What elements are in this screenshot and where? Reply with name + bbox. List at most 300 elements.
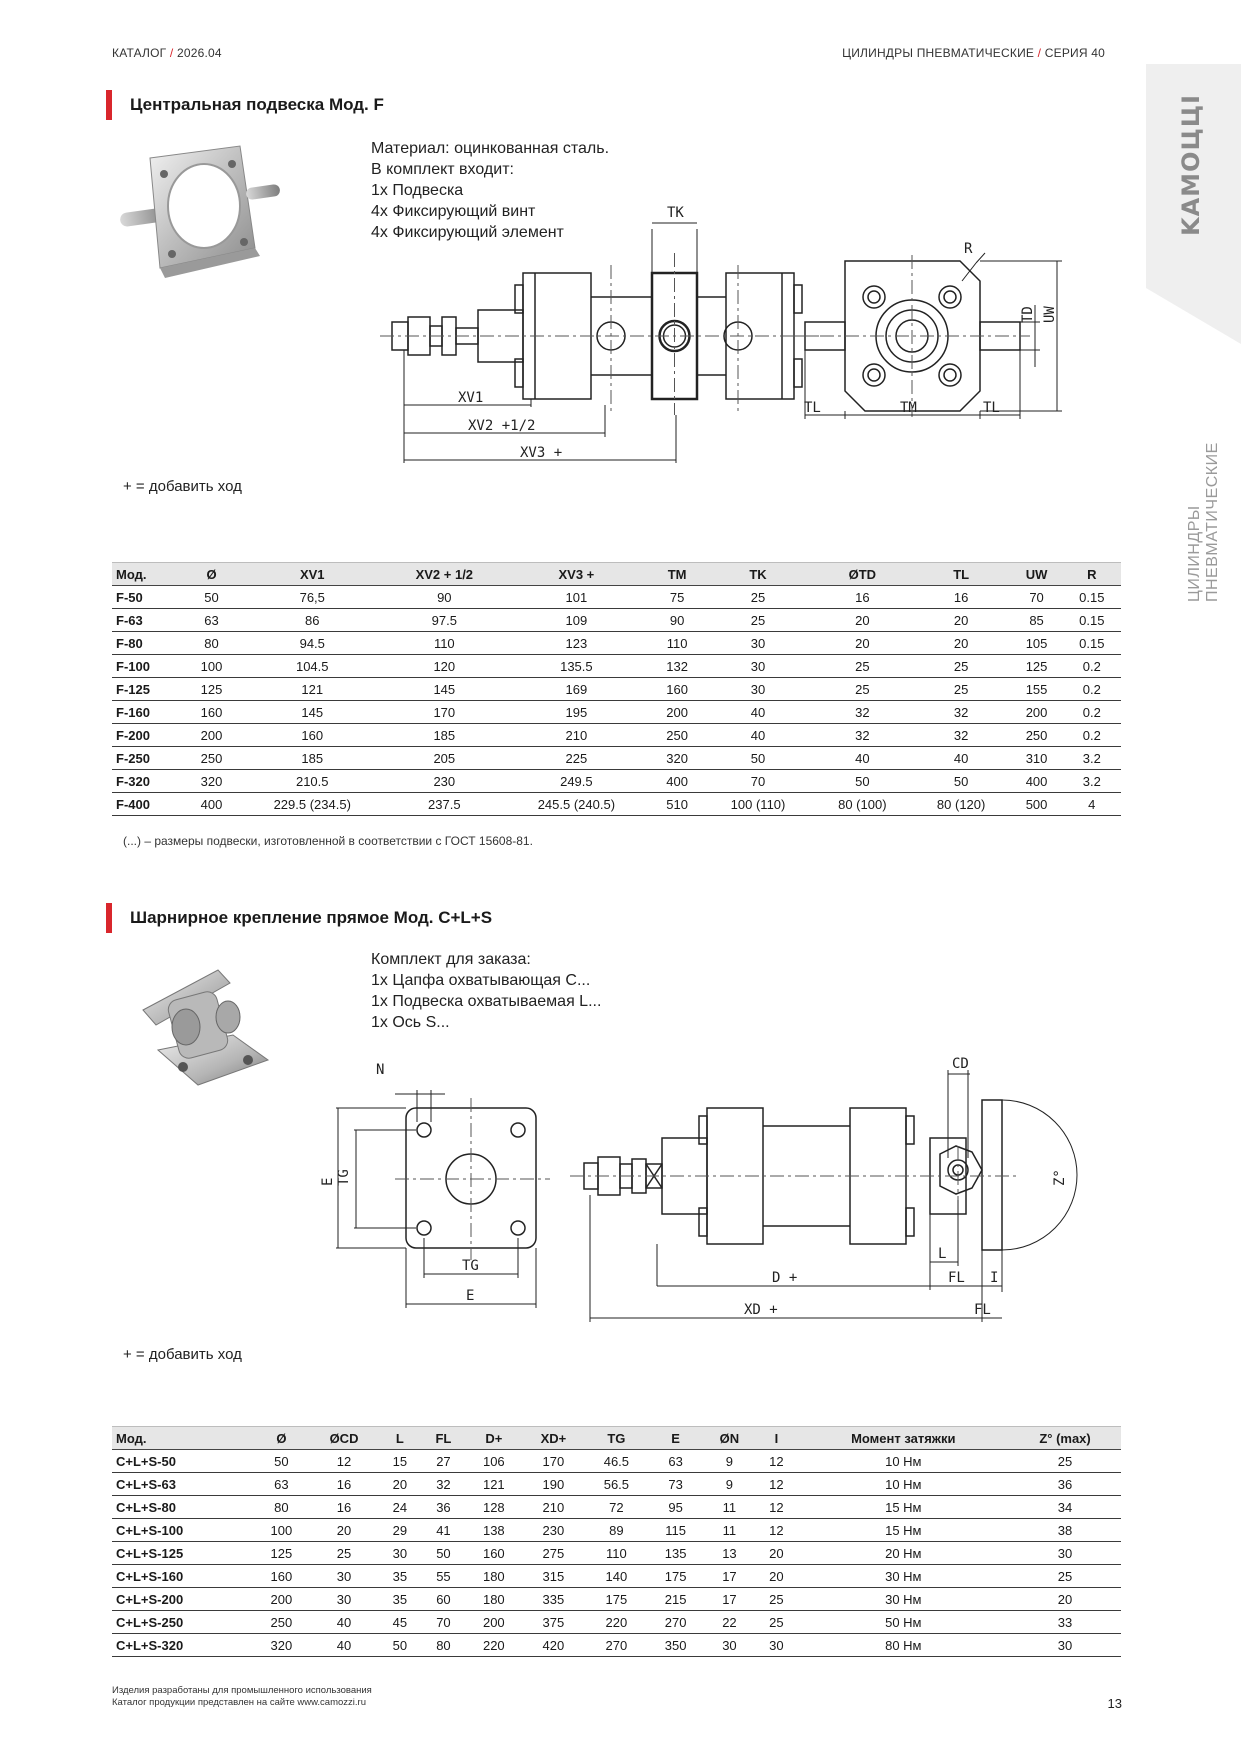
cls-info-block xyxy=(371,949,601,1033)
f-spec-table xyxy=(112,562,1121,816)
value-cell: 12 xyxy=(755,1519,797,1542)
value-cell: 400 xyxy=(1011,770,1063,793)
value-cell: 210 xyxy=(522,1496,585,1519)
table-row xyxy=(112,586,1121,609)
value-cell: 15 xyxy=(379,1450,421,1473)
value-cell: 80 xyxy=(421,1634,466,1657)
model-cell: C+L+S-63 xyxy=(112,1473,253,1496)
value-cell: 30 xyxy=(309,1565,378,1588)
column-header: TL xyxy=(912,563,1011,586)
value-cell: 310 xyxy=(1011,747,1063,770)
column-header: Мод. xyxy=(112,1427,253,1450)
value-cell: 104.5 xyxy=(238,655,387,678)
cls-spec-table xyxy=(112,1426,1121,1657)
value-cell: 80 xyxy=(186,632,238,655)
value-cell: 9 xyxy=(704,1473,756,1496)
table-row xyxy=(112,1450,1121,1473)
f-info-line: В комплект входит: xyxy=(371,161,514,178)
section-title-f xyxy=(106,90,384,120)
value-cell: 125 xyxy=(186,678,238,701)
f-info-line: 4x Фиксирующий элемент xyxy=(371,224,564,241)
f-info-line: 4x Фиксирующий винт xyxy=(371,203,536,220)
value-cell: 0.15 xyxy=(1063,586,1121,609)
value-cell: 160 xyxy=(253,1565,309,1588)
dim-l-label: L xyxy=(938,1246,947,1262)
dim-tg-horizontal-label: TG xyxy=(462,1258,479,1274)
table-row xyxy=(112,1473,1121,1496)
value-cell: 90 xyxy=(651,609,703,632)
table-row xyxy=(112,747,1121,770)
model-cell: F-50 xyxy=(112,586,186,609)
value-cell: 0.2 xyxy=(1063,655,1121,678)
value-cell: 70 xyxy=(703,770,813,793)
value-cell: 220 xyxy=(585,1611,648,1634)
model-cell: F-80 xyxy=(112,632,186,655)
value-cell: 20 xyxy=(912,609,1011,632)
value-cell: 230 xyxy=(387,770,502,793)
value-cell: 63 xyxy=(186,609,238,632)
section-title-text: Шарнирное крепление прямое Мод. C+L+S xyxy=(130,908,493,927)
value-cell: 46.5 xyxy=(585,1450,648,1473)
value-cell: 121 xyxy=(466,1473,522,1496)
column-header: XD+ xyxy=(522,1427,585,1450)
value-cell: 121 xyxy=(238,678,387,701)
value-cell: 335 xyxy=(522,1588,585,1611)
value-cell: 155 xyxy=(1011,678,1063,701)
value-cell: 106 xyxy=(466,1450,522,1473)
f-footnote: (...) – размеры подвески, изготовленной в соответствии с ГОСТ 15608-81. xyxy=(123,834,533,848)
value-cell: 20 xyxy=(813,609,912,632)
value-cell: 320 xyxy=(186,770,238,793)
value-cell: 110 xyxy=(387,632,502,655)
value-cell: 185 xyxy=(387,724,502,747)
column-header: ØN xyxy=(704,1427,756,1450)
value-cell: 215 xyxy=(648,1588,704,1611)
value-cell: 50 xyxy=(912,770,1011,793)
column-header: XV2 + 1/2 xyxy=(387,563,502,586)
value-cell: 17 xyxy=(704,1588,756,1611)
value-cell: 20 xyxy=(813,632,912,655)
value-cell: 250 xyxy=(651,724,703,747)
value-cell: 50 xyxy=(253,1450,309,1473)
dim-d-label: D + xyxy=(772,1270,798,1286)
value-cell: 100 xyxy=(253,1519,309,1542)
value-cell: 3.2 xyxy=(1063,770,1121,793)
table-row xyxy=(112,678,1121,701)
value-cell: 50 xyxy=(186,586,238,609)
value-cell: 25 xyxy=(755,1611,797,1634)
value-cell: 97.5 xyxy=(387,609,502,632)
dim-z-label: Z° xyxy=(1052,1169,1068,1186)
value-cell: 101 xyxy=(502,586,651,609)
value-cell: 85 xyxy=(1011,609,1063,632)
column-header: XV3 + xyxy=(502,563,651,586)
value-cell: 320 xyxy=(651,747,703,770)
value-cell: 32 xyxy=(813,701,912,724)
column-header: Ø xyxy=(253,1427,309,1450)
value-cell: 200 xyxy=(186,724,238,747)
value-cell: 210.5 xyxy=(238,770,387,793)
value-cell: 9 xyxy=(704,1450,756,1473)
value-cell: 169 xyxy=(502,678,651,701)
value-cell: 0.2 xyxy=(1063,724,1121,747)
value-cell: 80 Нм xyxy=(798,1634,1010,1657)
value-cell: 36 xyxy=(421,1496,466,1519)
value-cell: 250 xyxy=(253,1611,309,1634)
value-cell: 250 xyxy=(1011,724,1063,747)
header-slash: / xyxy=(1037,46,1042,60)
value-cell: 229.5 (234.5) xyxy=(238,793,387,816)
dim-fl-upper-label: FL xyxy=(948,1270,965,1286)
value-cell: 128 xyxy=(466,1496,522,1519)
value-cell: 10 Нм xyxy=(798,1450,1010,1473)
value-cell: 190 xyxy=(522,1473,585,1496)
model-cell: F-100 xyxy=(112,655,186,678)
value-cell: 35 xyxy=(379,1565,421,1588)
value-cell: 270 xyxy=(585,1634,648,1657)
value-cell: 80 (120) xyxy=(912,793,1011,816)
value-cell: 140 xyxy=(585,1565,648,1588)
value-cell: 16 xyxy=(309,1473,378,1496)
f-info-line: 1x Подвеска xyxy=(371,182,464,199)
value-cell: 120 xyxy=(387,655,502,678)
value-cell: 40 xyxy=(813,747,912,770)
value-cell: 63 xyxy=(253,1473,309,1496)
value-cell: 30 xyxy=(703,632,813,655)
table-row xyxy=(112,701,1121,724)
value-cell: 12 xyxy=(309,1450,378,1473)
dim-tk-label: TK xyxy=(667,205,684,221)
value-cell: 30 xyxy=(309,1588,378,1611)
value-cell: 32 xyxy=(912,701,1011,724)
value-cell: 50 Нм xyxy=(798,1611,1010,1634)
value-cell: 25 xyxy=(703,586,813,609)
value-cell: 0.2 xyxy=(1063,678,1121,701)
column-header: R xyxy=(1063,563,1121,586)
value-cell: 13 xyxy=(704,1542,756,1565)
value-cell: 89 xyxy=(585,1519,648,1542)
model-cell: C+L+S-80 xyxy=(112,1496,253,1519)
value-cell: 60 xyxy=(421,1588,466,1611)
value-cell: 70 xyxy=(421,1611,466,1634)
value-cell: 230 xyxy=(522,1519,585,1542)
value-cell: 25 xyxy=(912,655,1011,678)
value-cell: 15 Нм xyxy=(798,1496,1010,1519)
section-marker xyxy=(106,903,112,933)
value-cell: 15 Нм xyxy=(798,1519,1010,1542)
dim-n-label: N xyxy=(376,1062,385,1078)
model-cell: F-400 xyxy=(112,793,186,816)
value-cell: 400 xyxy=(186,793,238,816)
value-cell: 20 xyxy=(755,1565,797,1588)
table-row xyxy=(112,1588,1121,1611)
side-category-label: ЦИЛИНДРЫ ПНЕВМАТИЧЕСКИЕ xyxy=(1186,442,1221,602)
section-marker xyxy=(106,90,112,120)
value-cell: 375 xyxy=(522,1611,585,1634)
dim-tl-right-label: TL xyxy=(983,400,1000,416)
dim-i-label: I xyxy=(990,1270,999,1286)
f-stroke-note: + = добавить ход xyxy=(123,478,242,495)
value-cell: 86 xyxy=(238,609,387,632)
value-cell: 220 xyxy=(466,1634,522,1657)
model-cell: F-200 xyxy=(112,724,186,747)
value-cell: 123 xyxy=(502,632,651,655)
value-cell: 30 xyxy=(703,678,813,701)
table-row xyxy=(112,1542,1121,1565)
dim-xv2-label: XV2 +1/2 xyxy=(468,418,536,434)
value-cell: 11 xyxy=(704,1496,756,1519)
value-cell: 200 xyxy=(466,1611,522,1634)
value-cell: 135.5 xyxy=(502,655,651,678)
value-cell: 30 xyxy=(1009,1634,1121,1657)
model-cell: C+L+S-160 xyxy=(112,1565,253,1588)
value-cell: 249.5 xyxy=(502,770,651,793)
model-cell: F-250 xyxy=(112,747,186,770)
value-cell: 400 xyxy=(651,770,703,793)
column-header: D+ xyxy=(466,1427,522,1450)
value-cell: 0.15 xyxy=(1063,609,1121,632)
header-date: 2026.04 xyxy=(177,46,222,60)
value-cell: 175 xyxy=(648,1565,704,1588)
value-cell: 510 xyxy=(651,793,703,816)
value-cell: 3.2 xyxy=(1063,747,1121,770)
value-cell: 24 xyxy=(379,1496,421,1519)
dim-uw-label: UW xyxy=(1042,306,1058,323)
value-cell: 109 xyxy=(502,609,651,632)
table-row xyxy=(112,609,1121,632)
dim-td-label: TD xyxy=(1020,306,1036,323)
dim-xv3-label: XV3 + xyxy=(520,445,563,461)
value-cell: 20 xyxy=(1009,1588,1121,1611)
value-cell: 32 xyxy=(912,724,1011,747)
value-cell: 225 xyxy=(502,747,651,770)
value-cell: 12 xyxy=(755,1473,797,1496)
table-row xyxy=(112,1519,1121,1542)
value-cell: 195 xyxy=(502,701,651,724)
dim-fl-lower-label: FL xyxy=(974,1302,991,1318)
value-cell: 30 Нм xyxy=(798,1565,1010,1588)
table-row xyxy=(112,632,1121,655)
value-cell: 25 xyxy=(912,678,1011,701)
value-cell: 132 xyxy=(651,655,703,678)
value-cell: 40 xyxy=(703,701,813,724)
value-cell: 20 xyxy=(912,632,1011,655)
value-cell: 95 xyxy=(648,1496,704,1519)
value-cell: 36 xyxy=(1009,1473,1121,1496)
value-cell: 350 xyxy=(648,1634,704,1657)
table-row xyxy=(112,655,1121,678)
header-catalog xyxy=(112,46,222,60)
table-row xyxy=(112,1634,1121,1657)
table-row xyxy=(112,1565,1121,1588)
value-cell: 16 xyxy=(813,586,912,609)
column-header: UW xyxy=(1011,563,1063,586)
value-cell: 75 xyxy=(651,586,703,609)
column-header: Мод. xyxy=(112,563,186,586)
table-row xyxy=(112,1611,1121,1634)
value-cell: 41 xyxy=(421,1519,466,1542)
value-cell: 30 Нм xyxy=(798,1588,1010,1611)
value-cell: 25 xyxy=(309,1542,378,1565)
value-cell: 63 xyxy=(648,1450,704,1473)
value-cell: 100 xyxy=(186,655,238,678)
brand-logo: KAMOЦЦI xyxy=(1177,94,1205,236)
value-cell: 180 xyxy=(466,1588,522,1611)
value-cell: 80 (100) xyxy=(813,793,912,816)
value-cell: 72 xyxy=(585,1496,648,1519)
value-cell: 180 xyxy=(466,1565,522,1588)
value-cell: 20 Нм xyxy=(798,1542,1010,1565)
value-cell: 50 xyxy=(703,747,813,770)
value-cell: 50 xyxy=(813,770,912,793)
value-cell: 145 xyxy=(238,701,387,724)
value-cell: 110 xyxy=(651,632,703,655)
value-cell: 200 xyxy=(253,1588,309,1611)
value-cell: 94.5 xyxy=(238,632,387,655)
value-cell: 40 xyxy=(703,724,813,747)
value-cell: 50 xyxy=(379,1634,421,1657)
value-cell: 76,5 xyxy=(238,586,387,609)
value-cell: 34 xyxy=(1009,1496,1121,1519)
value-cell: 70 xyxy=(1011,586,1063,609)
value-cell: 175 xyxy=(585,1588,648,1611)
value-cell: 25 xyxy=(755,1588,797,1611)
table-row xyxy=(112,724,1121,747)
value-cell: 45 xyxy=(379,1611,421,1634)
value-cell: 160 xyxy=(466,1542,522,1565)
value-cell: 270 xyxy=(648,1611,704,1634)
model-cell: C+L+S-100 xyxy=(112,1519,253,1542)
value-cell: 138 xyxy=(466,1519,522,1542)
value-cell: 135 xyxy=(648,1542,704,1565)
value-cell: 0.15 xyxy=(1063,632,1121,655)
column-header: I xyxy=(755,1427,797,1450)
value-cell: 10 Нм xyxy=(798,1473,1010,1496)
value-cell: 35 xyxy=(379,1588,421,1611)
value-cell: 38 xyxy=(1009,1519,1121,1542)
value-cell: 4 xyxy=(1063,793,1121,816)
table-row xyxy=(112,1496,1121,1519)
column-header: TM xyxy=(651,563,703,586)
column-header: FL xyxy=(421,1427,466,1450)
dim-tm-label: TM xyxy=(900,400,917,416)
value-cell: 29 xyxy=(379,1519,421,1542)
value-cell: 80 xyxy=(253,1496,309,1519)
value-cell: 160 xyxy=(186,701,238,724)
value-cell: 210 xyxy=(502,724,651,747)
value-cell: 25 xyxy=(1009,1450,1121,1473)
dim-xd-label: XD + xyxy=(744,1302,778,1318)
value-cell: 33 xyxy=(1009,1611,1121,1634)
column-header: L xyxy=(379,1427,421,1450)
value-cell: 40 xyxy=(309,1611,378,1634)
value-cell: 20 xyxy=(755,1542,797,1565)
value-cell: 20 xyxy=(309,1519,378,1542)
pivot-mount-photo xyxy=(120,138,290,288)
column-header: ØTD xyxy=(813,563,912,586)
header-series: СЕРИЯ 40 xyxy=(1044,46,1105,60)
table-header-row xyxy=(112,1427,1121,1450)
column-header: TG xyxy=(585,1427,648,1450)
column-header: Момент затяжки xyxy=(798,1427,1010,1450)
model-cell: C+L+S-50 xyxy=(112,1450,253,1473)
dim-r-label: R xyxy=(964,241,973,257)
section-title-text: Центральная подвеска Мод. F xyxy=(130,95,384,114)
header-category xyxy=(842,46,1105,60)
value-cell: 315 xyxy=(522,1565,585,1588)
value-cell: 22 xyxy=(704,1611,756,1634)
value-cell: 237.5 xyxy=(387,793,502,816)
f-info-line: Материал: оцинкованная сталь. xyxy=(371,140,610,157)
value-cell: 27 xyxy=(421,1450,466,1473)
value-cell: 40 xyxy=(309,1634,378,1657)
value-cell: 200 xyxy=(1011,701,1063,724)
value-cell: 115 xyxy=(648,1519,704,1542)
value-cell: 30 xyxy=(703,655,813,678)
page-number: 13 xyxy=(1107,1696,1122,1711)
cls-info-line: 1x Цапфа охватывающая C... xyxy=(371,972,591,989)
value-cell: 160 xyxy=(651,678,703,701)
value-cell: 17 xyxy=(704,1565,756,1588)
column-header: XV1 xyxy=(238,563,387,586)
value-cell: 500 xyxy=(1011,793,1063,816)
value-cell: 275 xyxy=(522,1542,585,1565)
model-cell: C+L+S-125 xyxy=(112,1542,253,1565)
header-category-label: ЦИЛИНДРЫ ПНЕВМАТИЧЕСКИЕ xyxy=(842,46,1035,60)
dim-e-vertical-label: E xyxy=(320,1177,336,1186)
value-cell: 170 xyxy=(387,701,502,724)
column-header: E xyxy=(648,1427,704,1450)
model-cell: F-160 xyxy=(112,701,186,724)
footer-line: Изделия разработаны для промышленного использования xyxy=(112,1685,372,1696)
dim-e-horizontal-label: E xyxy=(466,1288,475,1304)
value-cell: 185 xyxy=(238,747,387,770)
dim-tg-vertical-label: TG xyxy=(336,1169,352,1186)
value-cell: 145 xyxy=(387,678,502,701)
value-cell: 16 xyxy=(912,586,1011,609)
footer-notes xyxy=(112,1685,372,1709)
value-cell: 30 xyxy=(1009,1542,1121,1565)
model-cell: F-63 xyxy=(112,609,186,632)
dim-cd-label: CD xyxy=(952,1056,969,1072)
value-cell: 160 xyxy=(238,724,387,747)
value-cell: 125 xyxy=(1011,655,1063,678)
value-cell: 25 xyxy=(703,609,813,632)
value-cell: 11 xyxy=(704,1519,756,1542)
value-cell: 200 xyxy=(651,701,703,724)
value-cell: 250 xyxy=(186,747,238,770)
table-body xyxy=(112,586,1121,816)
value-cell: 32 xyxy=(421,1473,466,1496)
value-cell: 20 xyxy=(379,1473,421,1496)
value-cell: 100 (110) xyxy=(703,793,813,816)
value-cell: 0.2 xyxy=(1063,701,1121,724)
table-header-row xyxy=(112,563,1121,586)
value-cell: 110 xyxy=(585,1542,648,1565)
hinge-mount-photo xyxy=(138,955,278,1095)
model-cell: F-125 xyxy=(112,678,186,701)
section-title-cls xyxy=(106,903,492,933)
value-cell: 12 xyxy=(755,1496,797,1519)
value-cell: 25 xyxy=(813,678,912,701)
dim-tl-left-label: TL xyxy=(804,400,821,416)
column-header: ØCD xyxy=(309,1427,378,1450)
value-cell: 50 xyxy=(421,1542,466,1565)
value-cell: 56.5 xyxy=(585,1473,648,1496)
value-cell: 30 xyxy=(379,1542,421,1565)
cls-technical-drawing xyxy=(320,1056,1140,1360)
value-cell: 12 xyxy=(755,1450,797,1473)
